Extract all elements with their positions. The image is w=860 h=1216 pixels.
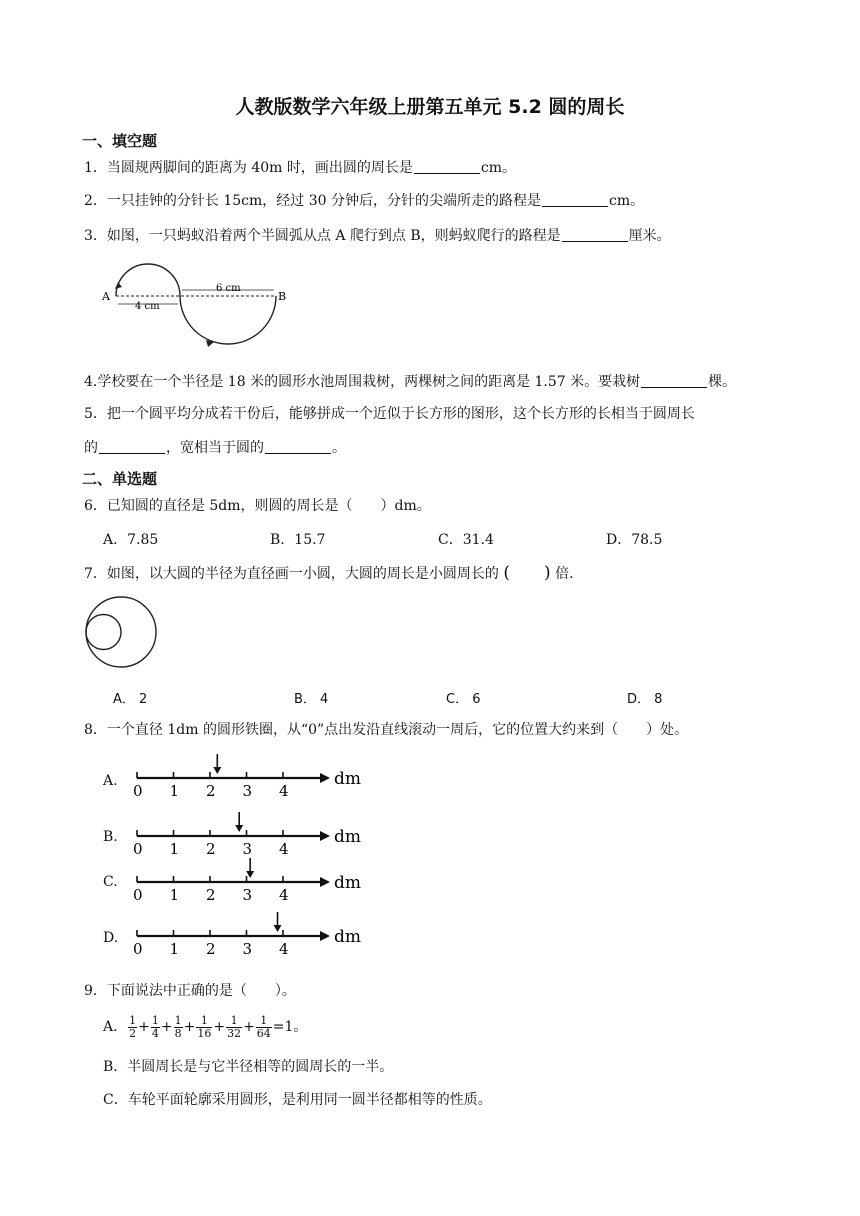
q3-unit: 厘米。 bbox=[628, 228, 671, 244]
section-fill-heading: 一、填空题 bbox=[82, 132, 158, 150]
q8-tick-label-d-4: 4 bbox=[279, 940, 289, 958]
question-5-line1: 5．把一个圆平均分成若干份后，能够拼成一个近似于长方形的图形，这个长方形的长相当于圆周长 bbox=[84, 406, 695, 422]
q8-axis-arrowhead-d bbox=[320, 931, 330, 941]
q8-number-line-a bbox=[125, 752, 365, 802]
q9-fraction-denominator: 4 bbox=[151, 1026, 159, 1040]
q5-text-a: 的 bbox=[84, 440, 98, 456]
q8-tick-label-d-0: 0 bbox=[133, 940, 143, 958]
q9-fraction bbox=[226, 1015, 242, 1040]
q9-plus-sign: + bbox=[243, 1019, 255, 1035]
q8-tick-label-d-3: 3 bbox=[242, 940, 253, 958]
q5-text-b: ，宽相当于圆的 bbox=[166, 440, 264, 456]
q9-option-c[interactable]: C．车轮平面轮廓采用圆形，是利用同一圆半径都相等的性质。 bbox=[103, 1092, 492, 1108]
page-title: 人教版数学六年级上册第五单元 5.2 圆的周长 bbox=[235, 96, 625, 118]
question-1 bbox=[84, 158, 516, 178]
q9-fraction-denominator: 8 bbox=[174, 1026, 182, 1040]
section-choice-heading: 二、单选题 bbox=[82, 470, 158, 488]
q6-option-a[interactable]: A．7.85 bbox=[103, 532, 159, 548]
q6-option-c[interactable]: C．31.4 bbox=[438, 532, 494, 548]
question-9: 9．下面说法中正确的是（ ）。 bbox=[84, 983, 296, 999]
q8-tick-label-c-3: 3 bbox=[242, 886, 253, 904]
q5-blank-1[interactable] bbox=[99, 439, 165, 454]
question-2 bbox=[84, 191, 644, 211]
q9-fraction-denominator: 32 bbox=[227, 1026, 242, 1040]
q9-fraction-denominator: 2 bbox=[129, 1026, 137, 1040]
q8-tick-label-c-0: 0 bbox=[133, 886, 143, 904]
q9-fraction-sum bbox=[127, 1013, 273, 1040]
q9-fraction bbox=[196, 1015, 212, 1040]
q8-tick-label-c-2: 2 bbox=[206, 886, 216, 904]
q9-fraction-denominator: 64 bbox=[256, 1026, 271, 1040]
q9-plus-sign: + bbox=[183, 1019, 196, 1035]
q8-arrow-head-d bbox=[274, 925, 282, 932]
q2-blank[interactable] bbox=[542, 192, 608, 207]
q7-text: 7．如图，以大圆的半径为直径画一小圆，大圆的周长是小圆周长的 bbox=[84, 566, 499, 582]
q8-number-line-d bbox=[125, 910, 365, 960]
q9-option-a[interactable] bbox=[103, 1014, 307, 1040]
q9-fraction-numerator: 1 bbox=[256, 1015, 272, 1028]
q7-option-b[interactable]: B． 4 bbox=[294, 692, 329, 707]
q8-axis-arrowhead-c bbox=[320, 877, 330, 887]
q8-tick-label-b-3: 3 bbox=[242, 840, 253, 858]
q8-tick-label-a-0: 0 bbox=[133, 782, 143, 800]
q3-small-arc bbox=[116, 264, 180, 296]
q7-option-a[interactable]: A． 2 bbox=[113, 692, 148, 707]
q5-blank-2[interactable] bbox=[265, 439, 331, 454]
q9-fraction-numerator: 1 bbox=[196, 1015, 212, 1028]
q8-option-b[interactable]: B. bbox=[103, 829, 118, 845]
question-3 bbox=[84, 226, 671, 246]
q8-option-d[interactable]: D. bbox=[103, 930, 119, 946]
q2-text: 2．一只挂钟的分针长 15cm，经过 30 分钟后，分针的尖端所走的路程是 bbox=[84, 193, 542, 209]
q7-option-d[interactable]: D． 8 bbox=[627, 692, 663, 707]
q9-fraction bbox=[151, 1015, 160, 1040]
q8-number-line-c bbox=[125, 856, 365, 906]
q8-arrow-head-c bbox=[246, 871, 254, 878]
q8-tick-label-b-0: 0 bbox=[133, 840, 143, 858]
q8-tick-label-a-4: 4 bbox=[279, 782, 289, 800]
q3-large-arc bbox=[180, 296, 276, 344]
q8-unit-c: dm bbox=[334, 873, 362, 893]
q3-arrow-small bbox=[115, 282, 122, 289]
q9-option-a-end: =1。 bbox=[272, 1019, 308, 1035]
q9-fraction-numerator: 1 bbox=[226, 1015, 242, 1028]
q5-text-c: 。 bbox=[332, 440, 346, 456]
q3-semicircle-figure bbox=[98, 258, 298, 362]
q9-fraction bbox=[256, 1015, 272, 1040]
q8-arrow-head-a bbox=[213, 767, 221, 774]
q3-blank[interactable] bbox=[562, 227, 628, 242]
q9-fraction bbox=[128, 1015, 137, 1040]
question-5-line2 bbox=[84, 438, 346, 458]
q3-label-b: B bbox=[278, 290, 287, 303]
q8-number-line-b bbox=[125, 810, 365, 860]
q1-blank[interactable] bbox=[414, 159, 480, 174]
q8-tick-label-a-2: 2 bbox=[206, 782, 216, 800]
q8-tick-label-c-4: 4 bbox=[279, 886, 289, 904]
q8-tick-label-d-1: 1 bbox=[169, 940, 180, 958]
q8-axis-arrowhead-a bbox=[320, 773, 330, 783]
question-4 bbox=[84, 372, 736, 392]
q8-unit-d: dm bbox=[334, 927, 362, 947]
question-7 bbox=[84, 563, 574, 584]
q4-blank[interactable] bbox=[641, 373, 707, 388]
q9-fraction-denominator: 16 bbox=[197, 1026, 212, 1040]
q3-label-a: A bbox=[102, 290, 110, 303]
q8-tick-label-b-4: 4 bbox=[279, 840, 289, 858]
q6-option-d[interactable]: D．78.5 bbox=[606, 532, 663, 548]
q8-tick-label-b-1: 1 bbox=[169, 840, 180, 858]
q2-unit: cm。 bbox=[609, 193, 645, 209]
q1-unit: cm。 bbox=[480, 160, 517, 176]
q7-small-circle bbox=[86, 615, 121, 650]
q9-fraction-numerator: 1 bbox=[174, 1013, 182, 1027]
q9-option-b[interactable]: B．半圆周长是与它半径相等的圆周长的一半。 bbox=[103, 1059, 394, 1075]
q8-tick-label-a-3: 3 bbox=[242, 782, 253, 800]
q6-option-b[interactable]: B．15.7 bbox=[270, 532, 326, 548]
q9-fraction-numerator: 1 bbox=[151, 1013, 159, 1027]
question-6: 6．已知圆的直径是 5dm，则圆的周长是（ ）dm。 bbox=[84, 498, 431, 514]
q9-option-a-label: A． bbox=[103, 1019, 128, 1035]
q9-plus-sign: + bbox=[138, 1019, 150, 1035]
q1-text: 1．当圆规两脚间的距离为 40m 时，画出圆的周长是 bbox=[84, 160, 413, 176]
q7-unit: 倍. bbox=[555, 566, 574, 582]
question-8: 8．一个直径 1dm 的圆形铁圈，从“0”点出发沿直线滚动一周后，它的位置大约来到（ ）处。 bbox=[84, 722, 689, 738]
q8-tick-label-a-1: 1 bbox=[169, 782, 180, 800]
q4-unit: 棵。 bbox=[708, 374, 737, 390]
q8-tick-label-d-2: 2 bbox=[206, 940, 216, 958]
q4-text: 4.学校要在一个半径是 18 米的圆形水池周围栽树，两棵树之间的距离是 1.57 米。要栽树 bbox=[84, 374, 641, 390]
q7-circles-figure bbox=[82, 596, 162, 668]
q9-fraction-numerator: 1 bbox=[129, 1013, 137, 1027]
q7-paren: ( ) bbox=[503, 563, 551, 583]
q8-axis-arrowhead-b bbox=[320, 831, 330, 841]
q3-label-4cm: 4 cm bbox=[135, 301, 160, 312]
q8-tick-label-c-1: 1 bbox=[169, 886, 180, 904]
q3-text: 3．如图，一只蚂蚁沿着两个半圆弧从点 A 爬行到点 B，则蚂蚁爬行的路程是 bbox=[84, 228, 561, 244]
q8-unit-a: dm bbox=[334, 769, 362, 789]
q8-option-c[interactable]: C. bbox=[103, 874, 118, 890]
q9-plus-sign: + bbox=[213, 1019, 226, 1035]
q8-unit-b: dm bbox=[334, 827, 362, 847]
q7-option-c[interactable]: C． 6 bbox=[446, 692, 481, 707]
q8-arrow-head-b bbox=[235, 825, 243, 832]
q3-label-6cm: 6 cm bbox=[216, 283, 241, 294]
q8-option-a[interactable]: A. bbox=[103, 773, 118, 789]
q9-fraction bbox=[174, 1015, 183, 1040]
q8-tick-label-b-2: 2 bbox=[206, 840, 216, 858]
q9-plus-sign: + bbox=[160, 1019, 173, 1035]
